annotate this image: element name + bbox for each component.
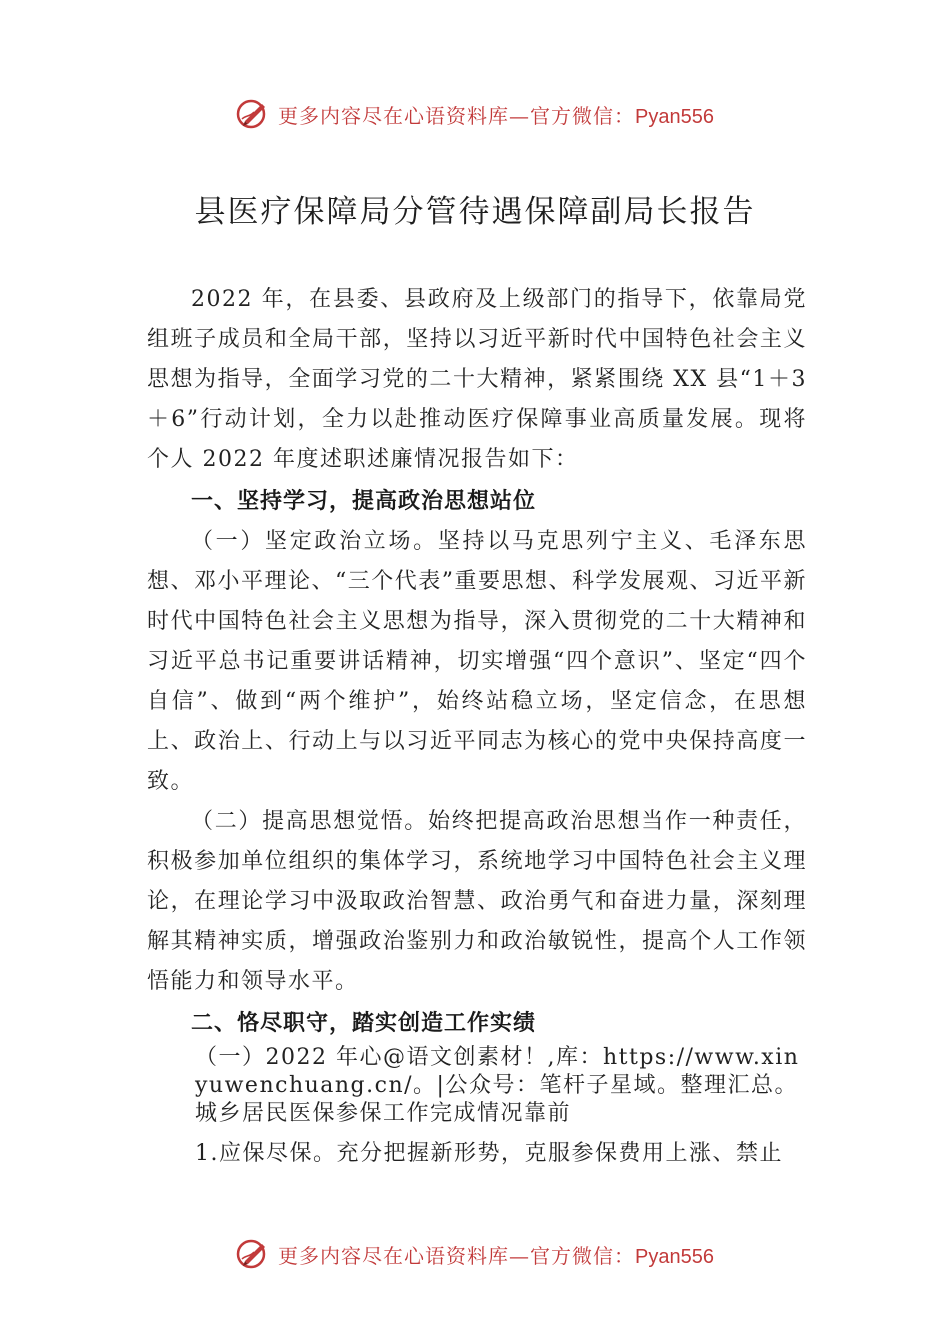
section-1-paragraph-2: （二）提高思想觉悟。始终把提高政治思想当作一种责任，积极参加单位组织的集体学习，系统地学习中国特色社会主义理论，在理论学习中汲取政治智慧、政治勇气和奋进力量，深刻理解其精神实质，增强政治鉴别力和政治敏锐性，提高个人工作领悟能力和领导水平。: [147, 809, 807, 994]
document-body: [147, 280, 807, 1174]
watermark-banner-bottom: [0, 1234, 950, 1274]
watermark-text: 更多内容尽在心语资料库—官方微信：Pyan556: [278, 103, 714, 128]
watermark-banner-top: [0, 94, 950, 134]
pen-logo-icon: [236, 1237, 270, 1271]
intro-paragraph: 2022 年，在县委、县政府及上级部门的指导下，依靠局党组班子成员和全局干部，坚持以习近平新时代中国特色社会主义思想为指导，全面学习党的二十大精神，紧紧围绕 XX 县“1＋3＋6”行动计划，全力以赴推动医疗保障事业高质量发展。现将个人 2022 年度述职述廉情况报告如下：: [147, 287, 807, 472]
section-2-source-line: （一）2022 年心@语文创素材！,库：https://www.xinyuwenchuang.cn/。|公众号：笔杆子星域。整理汇总。城乡居民医保参保工作完成情况靠前: [195, 1045, 800, 1126]
watermark-text: 更多内容尽在心语资料库—官方微信：Pyan556: [278, 1243, 714, 1268]
section-1-paragraph-1: （一）坚定政治立场。坚持以马克思列宁主义、毛泽东思想、邓小平理论、“三个代表”重要思想、科学发展观、习近平新时代中国特色社会主义思想为指导，深入贯彻党的二十大精神和习近平总书记重要讲话精神，切实增强“四个意识”、坚定“四个自信”、做到“两个维护”，始终站稳立场，坚定信念，在思想上、政治上、行动上与以习近平同志为核心的党中央保持高度一致。: [147, 529, 807, 794]
section-1-heading: 一、坚持学习，提高政治思想站位: [191, 489, 537, 514]
document-title: 县医疗保障局分管待遇保障副局长报告: [194, 194, 756, 230]
watermark-wechat-id: Pyan556: [635, 1245, 714, 1268]
pen-logo-icon: [236, 97, 270, 131]
section-2-heading: 二、恪尽职守，踏实创造工作实绩: [191, 1011, 537, 1036]
section-2-item-1: 1.应保尽保。充分把握新形势，克服参保费用上涨、禁止: [195, 1141, 783, 1166]
watermark-wechat-id: Pyan556: [635, 105, 714, 128]
